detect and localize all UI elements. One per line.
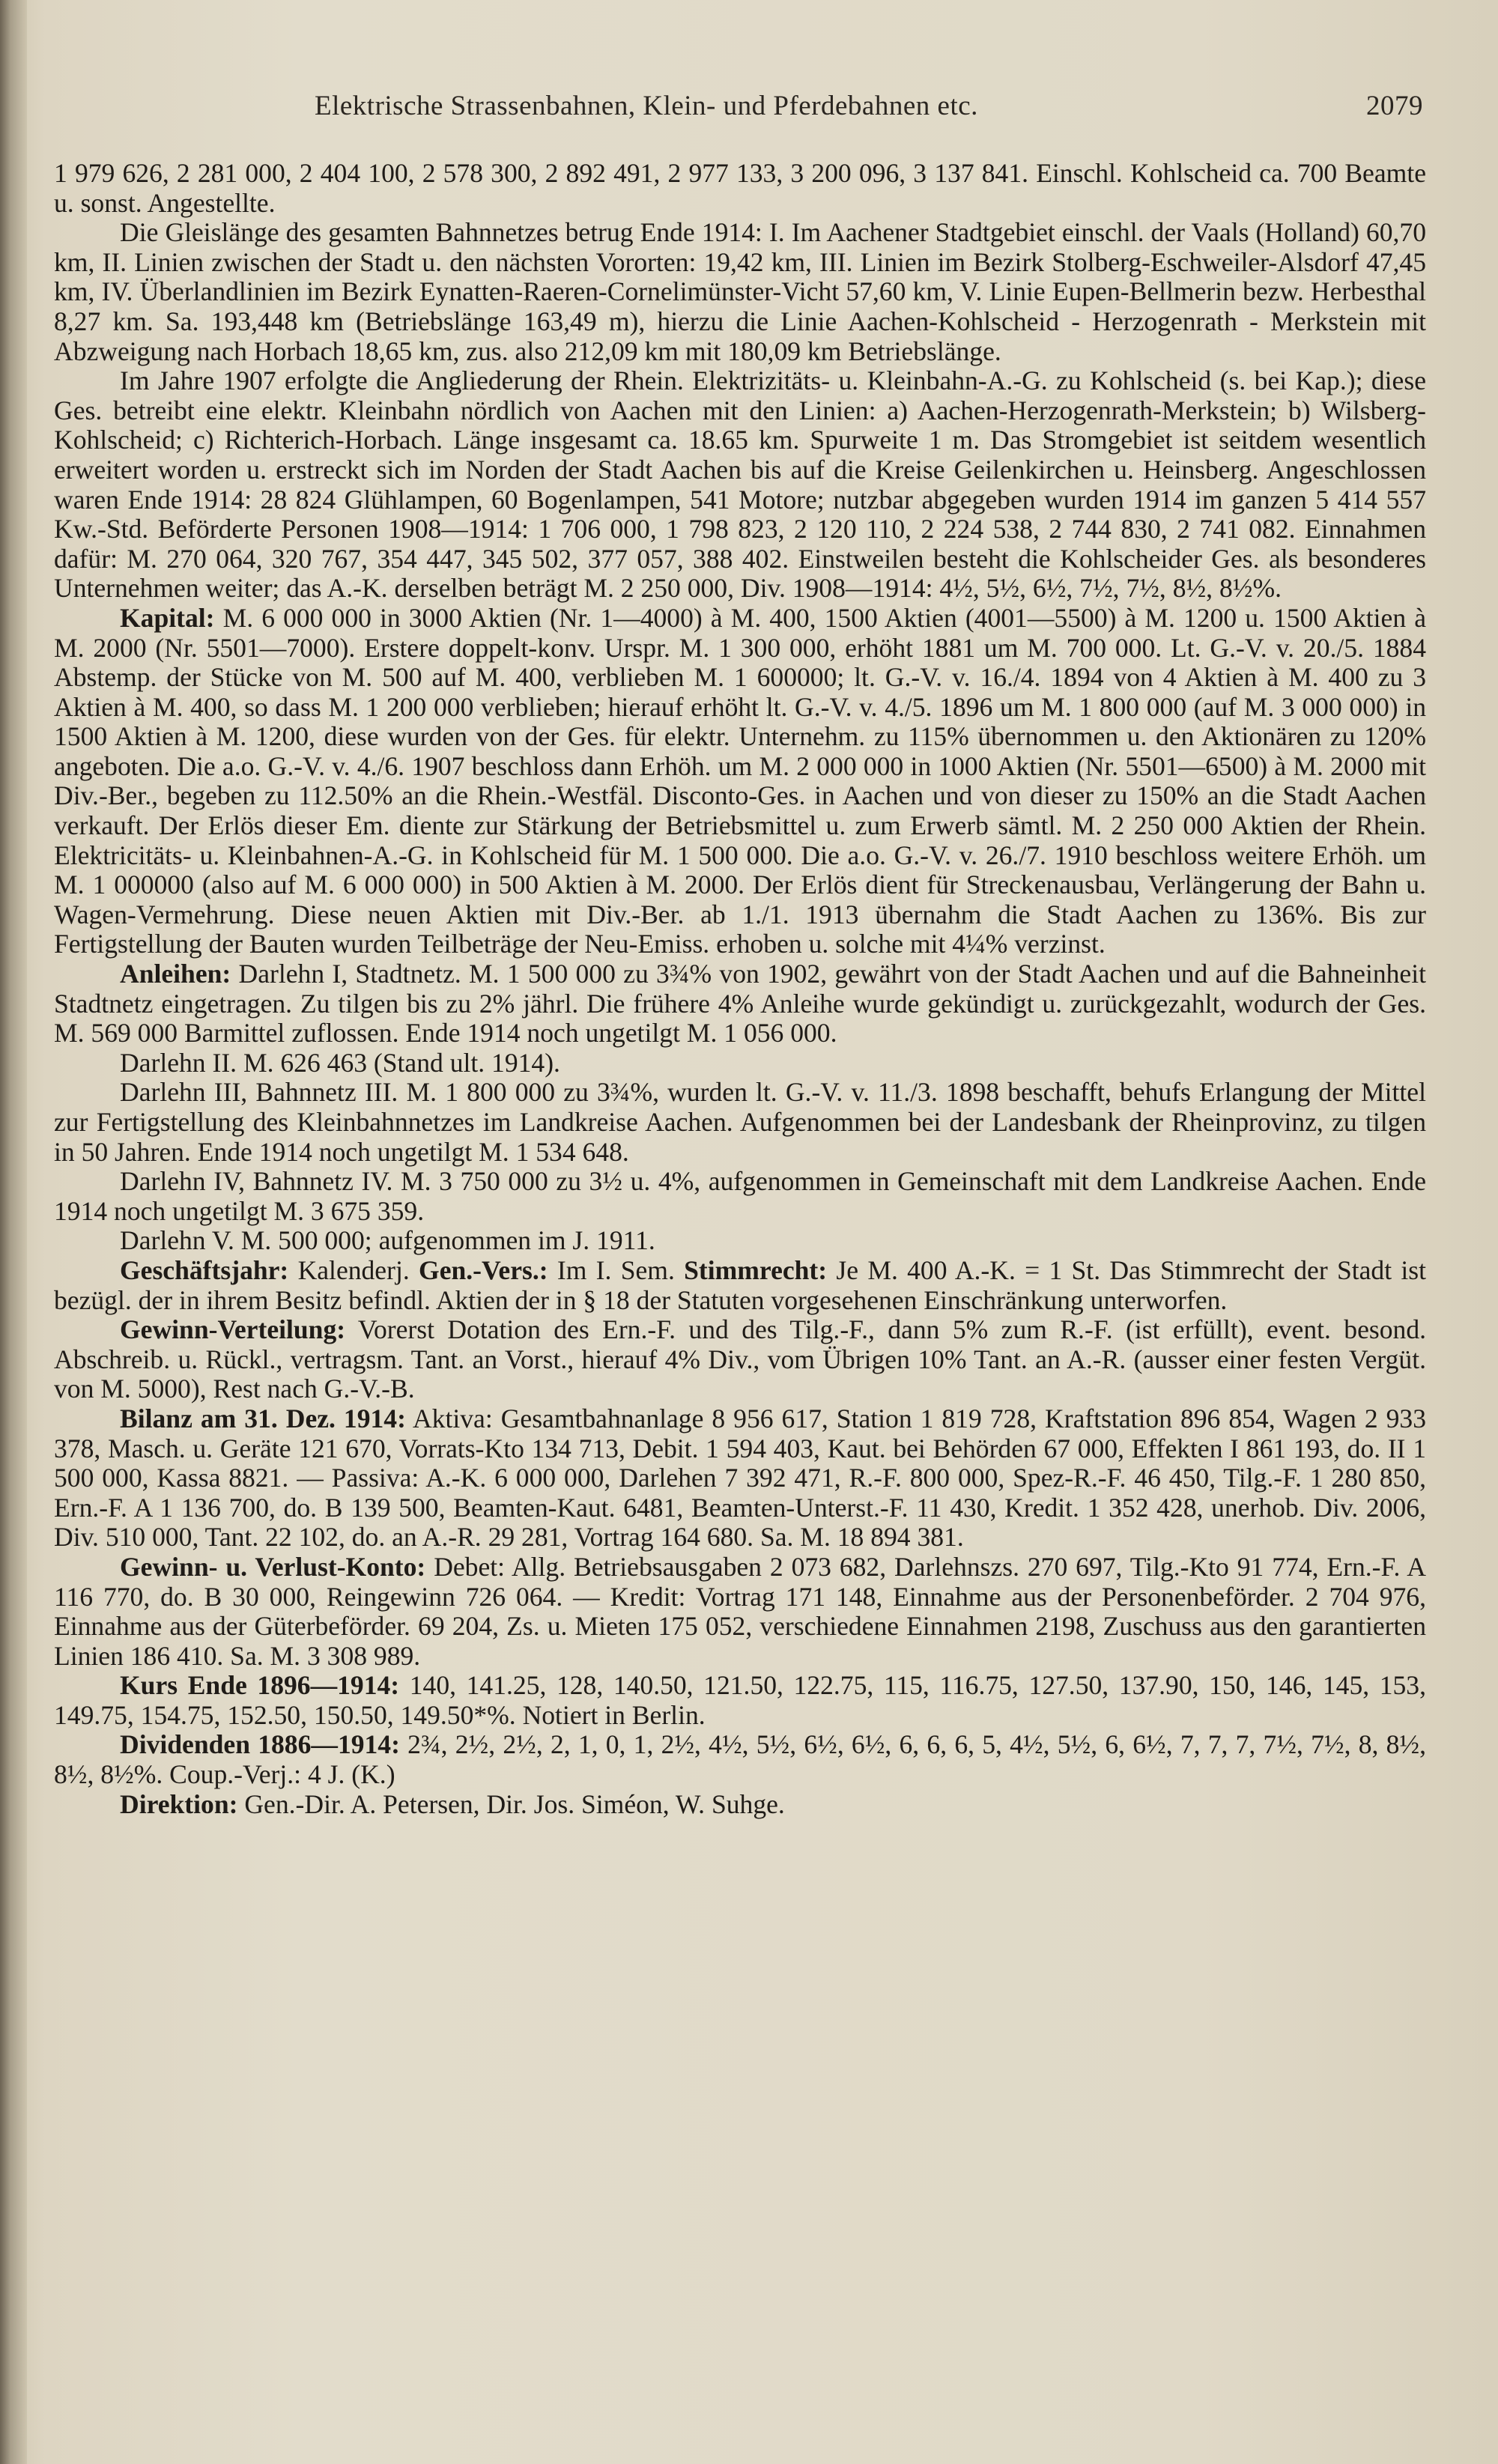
paragraph-anleihen: Anleihen: Darlehn I, Stadtnetz. M. 1 500 000 zu 3¾% von 1902, gewährt von der Stadt Aachen und auf die Bahneinheit Stadtnetz eingetragen. Zu tilgen bis zu 2% jährl. Die frühere 4% Anleihe wurde gekündigt u. zurückgezahlt, wodurch der Ges. M. 569 000 Barmittel zuflossen. Ende 1914 noch ungetilgt M. 1 056 000. [54,959,1426,1049]
paragraph-bilanz: Bilanz am 31. Dez. 1914: Aktiva: Gesamtbahnanlage 8 956 617, Station 1 819 728, Kraftstation 896 854, Wagen 2 933 378, Masch. u. Geräte 121 670, Vorrats-Kto 134 713, Debit. 1 594 403, Kaut. bei Behörden 67 000, Effekten I 861 193, do. II 1 500 000, Kassa 8821. — Passiva: A.-K. 6 000 000, Darlehen 7 392 471, R.-F. 800 000, Spez-R.-F. 46 450, Tilg.-F. 1 280 850, Ern.-F. A 1 136 700, do. B 139 500, Beamten-Kaut. 6481, Beamten-Unterst.-F. 11 430, Kredit. 1 352 428, unerhob. Div. 2006, Div. 510 000, Tant. 22 102, do. an A.-R. 29 281, Vortrag 164 680. Sa. M. 18 894 381. [54,1403,1426,1553]
page-number: 2079 [1366,91,1423,121]
section-label-direktion: Direktion: [120,1788,238,1819]
paragraph-darlehn-2: Darlehn II. M. 626 463 (Stand ult. 1914). [120,1047,560,1078]
section-label-geschaeftsjahr: Geschäftsjahr: [120,1254,289,1285]
paragraph-track-length: Die Gleislänge des gesamten Bahnnetzes betrug Ende 1914: I. Im Aachener Stadtgebiet einschl. der Vaals (Holland) 60,70 km, II. Linien zwischen der Stadt u. den nächsten Vororten: 19,42 km, III. Linien im Bezirk Stolberg-Eschweiler-Alsdorf 47,45 km, IV. Überlandlinien im Bezirk Eynatten-Raeren-Cornelimünster-Vicht 57,60 km, V. Linie Eupen-Bellmerin bezw. Herbesthal 8,27 km. Sa. 193,448 km (Betriebslänge 163,49 m), hierzu die Linie Aachen-Kohlscheid - Herzogenrath - Merkstein mit Abzweigung nach Horbach 18,65 km, zus. also 212,09 km mit 180,09 km Betriebslänge. [54,217,1426,366]
book-spine-shadow [0,0,27,2464]
paragraph-employees: 1 979 626, 2 281 000, 2 404 100, 2 578 300, 2 892 491, 2 977 133, 3 200 096, 3 137 841. Einschl. Kohlscheid ca. 700 Beamte u. sonst. Angestellte. [54,158,1426,218]
section-label-bilanz: Bilanz am 31. Dez. 1914: [120,1403,406,1433]
article-body [54,159,1426,1819]
paragraph-darlehn-4: Darlehn IV, Bahnnetz IV. M. 3 750 000 zu 3½ u. 4%, aufgenommen in Gemeinschaft mit dem Landkreise Aachen. Ende 1914 noch ungetilgt M. 3 675 359. [54,1166,1426,1226]
section-label-kurs: Kurs Ende 1896—1914: [120,1670,400,1701]
section-label-gewinn-verteilung: Gewinn-Verteilung: [120,1314,346,1345]
section-label-kapital: Kapital: [120,602,215,633]
paragraph-gewinn-verlust: Gewinn- u. Verlust-Konto: Debet: Allg. Betriebsausgaben 2 073 682, Darlehnszs. 270 697, Tilg.-Kto 91 774, Ern.-F. A 116 770, do. B 30 000, Reingewinn 726 064. — Kredit: Vortrag 171 148, Einnahme aus der Personenbeförder. 2 704 976, Einnahme aus der Güterbeförder. 69 204, Zs. u. Mieten 175 052, verschiedene Einnahmen 2198, Zuschuss aus den garantierten Linien 186 410. Sa. M. 3 308 989. [54,1551,1426,1671]
paragraph-dividenden: Dividenden 1886—1914: 2¾, 2½, 2½, 2, 1, 0, 1, 2½, 4½, 5½, 6½, 6½, 6, 6, 6, 5, 4½, 5½, 6, 6½, 7, 7, 7, 7½, 7½, 8, 8½, 8½, 8½%. Coup.-Verj.: 4 J. (K.) [54,1729,1426,1790]
paragraph-kurs: Kurs Ende 1896—1914: 140, 141.25, 128, 140.50, 121.50, 122.75, 115, 116.75, 127.50, 137.90, 150, 146, 145, 153, 149.75, 154.75, 152.50, 150.50, 149.50*%. Notiert in Berlin. [54,1670,1426,1730]
section-label-anleihen: Anleihen: [120,959,231,989]
paragraph-gewinn-verteilung: Gewinn-Verteilung: Vorerst Dotation des Ern.-F. und des Tilg.-F., dann 5% zum R.-F. (ist erfüllt), event. besond. Abschreib. u. Rückl., vertragsm. Tant. an Vorst., hierauf 4% Div., vom Übrigen 10% Tant. an A.-R. (ausser einer festen Vergüt. von M. 5000), Rest nach G.-V.-B. [54,1314,1426,1404]
section-label-gewinn-verlust: Gewinn- u. Verlust-Konto: [120,1551,426,1582]
section-label-dividenden: Dividenden 1886—1914: [120,1729,400,1760]
running-header [315,90,1423,142]
section-label-stimmrecht: Stimmrecht: [684,1254,828,1285]
paragraph-kapital: Kapital: M. 6 000 000 in 3000 Aktien (Nr. 1—4000) à M. 400, 1500 Aktien (4001—5500) à M. 1200 u. 1500 Aktien à M. 2000 (Nr. 5501—7000). Erstere doppelt-konv. Urspr. M. 1 300 000, erhöht 1881 um M. 700 000. Lt. G.-V. v. 20./5. 1884 Abstemp. der Stücke von M. 500 auf M. 400, verblieben M. 1 600000; lt. G.-V. v. 16./4. 1894 von 4 Aktien à M. 400 zu 3 Aktien à M. 400, so dass M. 1 200 000 verblieben; hierauf erhöht lt. G.-V. v. 4./5. 1896 um M. 1 800 000 (auf M. 3 000 000) in 1500 Aktien à M. 1200, diese wurden von der Ges. für elektr. Unternehm. zu 115% übernommen u. den Aktionären zu 120% angeboten. Die a.o. G.-V. v. 4./6. 1907 beschloss dann Erhöh. um M. 2 000 000 in 1000 Aktien (Nr. 5501—6500) à M. 2000 mit Div.-Ber., begeben zu 112.50% an die Rhein.-Westfäl. Disconto-Ges. in Aachen und von dieser zu 150% an die Stadt Aachen verkauft. Der Erlös dieser Em. diente zur Stärkung der Betriebsmittel u. zum Erwerb sämtl. M. 2 250 000 Aktien der Rhein. Elektricitäts- u. Kleinbahnen-A.-G. in Kohlscheid für M. 1 500 000. Die a.o. G.-V. v. 26./7. 1910 beschloss weitere Erhöh. um M. 1 000000 (also auf M. 6 000 000) in 500 Aktien à M. 2000. Der Erlös dient für Streckenausbau, Verlängerung der Bahn u. Wagen-Vermehrung. Diese neuen Aktien mit Div.-Ber. ab 1./1. 1913 übernahm die Stadt Aachen zu 136%. Bis zur Fertigstellung der Bauten wurden Teilbeträge der Neu-Emiss. erhoben u. solche mit 4¼% verzinst. [54,602,1426,959]
section-label-gen-vers: Gen.-Vers.: [419,1254,548,1285]
paragraph-darlehn-3: Darlehn III, Bahnnetz III. M. 1 800 000 zu 3¾%, wurden lt. G.-V. v. 11./3. 1898 beschafft, behufs Erlangung der Mittel zur Fertigstellung des Kleinbahnnetzes im Landkreise Aachen. Aufgenommen bei der Landesbank der Rheinprovinz, zu tilgen in 50 Jahren. Ende 1914 noch ungetilgt M. 1 534 648. [54,1077,1426,1167]
paragraph-merger-1907: Im Jahre 1907 erfolgte die Angliederung der Rhein. Elektrizitäts- u. Kleinbahn-A.-G. zu Kohlscheid (s. bei Kap.); diese Ges. betreibt eine elektr. Kleinbahn nördlich von Aachen mit den Linien: a) Aachen-Herzogenrath-Merkstein; b) Wilsberg-Kohlscheid; c) Richterich-Horbach. Länge insgesamt ca. 18.65 km. Spurweite 1 m. Das Stromgebiet ist seitdem wesentlich erweitert worden u. erstreckt sich im Norden der Stadt Aachen bis auf die Kreise Geilenkirchen u. Heinsberg. Angeschlossen waren Ende 1914: 28 824 Glühlampen, 60 Bogenlampen, 541 Motore; nutzbar abgegeben wurden 1914 im ganzen 5 414 557 Kw.-Std. Beförderte Personen 1908—1914: 1 706 000, 1 798 823, 2 120 110, 2 224 538, 2 744 830, 2 741 082. Einnahmen dafür: M. 270 064, 320 767, 354 447, 345 502, 377 057, 388 402. Einstweilen besteht die Kohlscheider Ges. als besonderes Unternehmen weiter; das A.-K. derselben beträgt M. 2 250 000, Div. 1908—1914: 4½, 5½, 6½, 7½, 7½, 8½, 8½%. [54,365,1426,604]
paragraph-direktion: Direktion: Gen.-Dir. A. Petersen, Dir. Jos. Siméon, W. Suhge. [120,1788,785,1819]
paragraph-darlehn-5: Darlehn V. M. 500 000; aufgenommen im J. 1911. [120,1225,655,1256]
running-title: Elektrische Strassenbahnen, Klein- und Pferdebahnen etc. [315,91,978,121]
paragraph-geschaeftsjahr: Geschäftsjahr: Kalenderj. Gen.-Vers.: Im I. Sem. Stimmrecht: Je M. 400 A.-K. = 1 St. Das Stimmrecht der Stadt ist bezügl. der in ihrem Besitz befindl. Aktien der in § 18 der Statuten vorgesehenen Einschränkung unterworfen. [54,1254,1426,1315]
